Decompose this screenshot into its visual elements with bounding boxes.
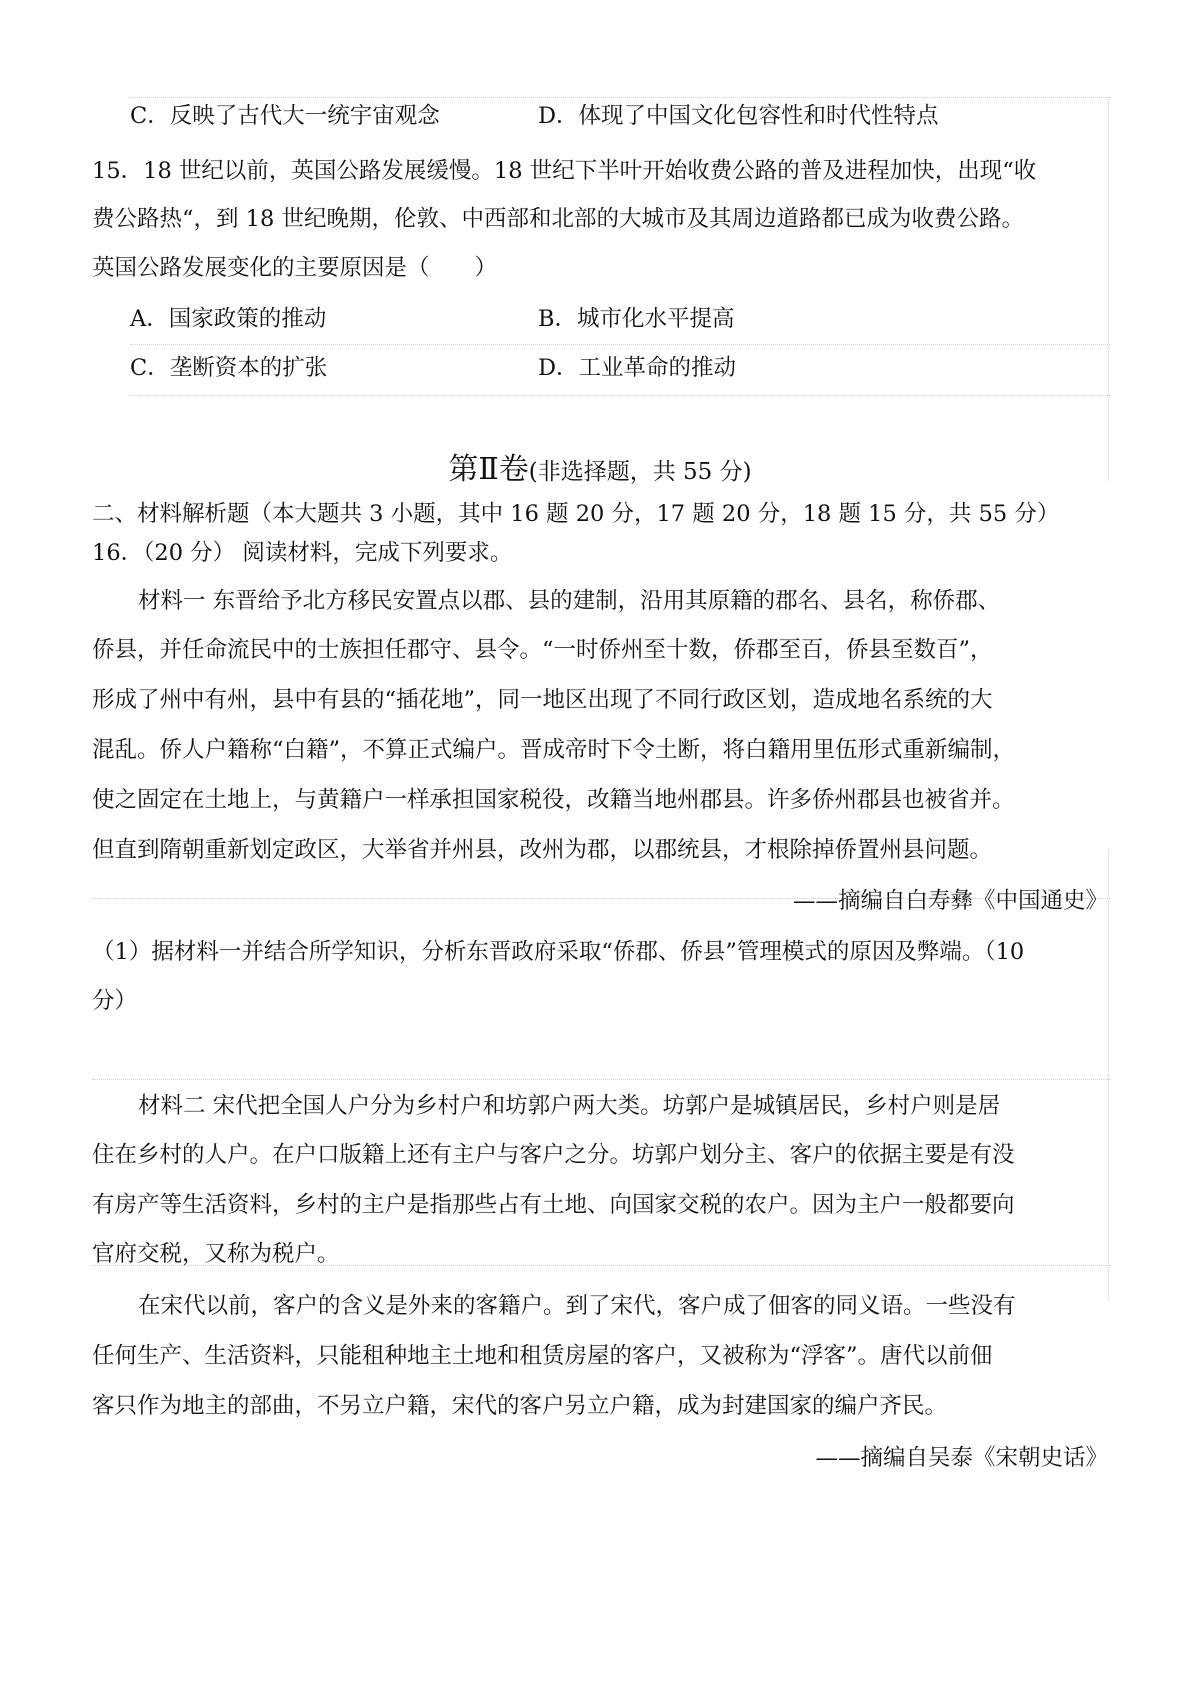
material-1-line: 形成了州中有州，县中有县的“插花地”，同一地区出现了不同行政区划，造成地名系统的大	[92, 687, 993, 713]
q15-option-a: A．国家政策的推动	[130, 306, 327, 332]
material-1-line: 混乱。侨人户籍称“白籍”，不算正式编户。晋成帝时下令土断，将白籍用里伍形式重新编制，	[92, 737, 1016, 763]
material-1-line: 材料一 东晋给予北方移民安置点以郡、县的建制，沿用其原籍的郡名、县名，称侨郡、	[138, 588, 1001, 614]
section-heading: 二、材料解析题（本大题共 3 小题，其中 16 题 20 分，17 题 20 分，18 题 15 分，共 55 分）	[92, 501, 1060, 527]
q16-subquestion-1-cont: 分）	[92, 988, 138, 1014]
rule	[130, 344, 1110, 345]
material-1-line: 侨县，并任命流民中的士族担任郡守、县令。“一时侨州至十数，侨郡至百，侨县至数百”，	[92, 637, 993, 663]
material-1-line: 但直到隋朝重新划定政区，大举省并州县，改州为郡，以郡统县，才根除掉侨置州县问题。	[92, 837, 993, 863]
material-2-line: 任何生产、生活资料，只能租种地主土地和租赁房屋的客户，又被称为“浮客”。唐代以前佃	[92, 1343, 993, 1369]
section-title	[0, 450, 1200, 492]
material-2-source: ——摘编自吴泰《宋朝史话》	[815, 1445, 1108, 1471]
q14-option-d: D．体现了中国文化包容性和时代性特点	[538, 103, 939, 129]
q15-option-b: B．城市化水平提高	[538, 306, 735, 332]
rule	[1108, 97, 1109, 482]
material-1-line: 使之固定在土地上，与黄籍户一样承担国家税役，改籍当地州郡县。许多侨州郡县也被省并。	[92, 787, 1015, 813]
q16-subquestion-1: （1）据材料一并结合所学知识，分析东晋政府采取“侨郡、侨县”管理模式的原因及弊端。（10	[92, 939, 1025, 965]
rule	[1108, 850, 1109, 1300]
material-1-source: ——摘编自白寿彝《中国通史》	[792, 888, 1108, 914]
material-2-line: 有房产等生活资料，乡村的主户是指那些占有土地、向国家交税的农户。因为主户一般都要向	[92, 1192, 1015, 1218]
material-2-line: 客只作为地主的部曲，不另立户籍，宋代的客户另立户籍，成为封建国家的编户齐民。	[92, 1393, 948, 1419]
q15-stem-line: 15．18 世纪以前，英国公路发展缓慢。18 世纪下半叶开始收费公路的普及进程加快，出现“收	[92, 158, 1037, 184]
rule	[92, 1079, 1110, 1080]
q16-intro: 16．（20 分） 阅读材料，完成下列要求。	[92, 540, 513, 566]
rule	[130, 395, 1110, 396]
material-2-line: 住在乡村的人户。在户口版籍上还有主户与客户之分。坊郭户划分主、客户的依据主要是有没	[92, 1142, 1015, 1168]
q15-option-d: D．工业革命的推动	[538, 355, 737, 381]
q14-option-c: C．反映了古代大一统宇宙观念	[130, 103, 440, 129]
q15-stem-line: 英国公路发展变化的主要原因是（ ）	[92, 255, 498, 281]
rule	[130, 97, 1110, 98]
q15-option-c: C．垄断资本的扩张	[130, 355, 328, 381]
material-2-line: 官府交税，又称为税户。	[92, 1241, 340, 1267]
q15-stem-line: 费公路热“，到 18 世纪晚期，伦敦、中西部和北部的大城市及其周边道路都已成为收费公路。	[92, 206, 1024, 232]
section-title-main: 第Ⅱ卷	[448, 452, 529, 487]
material-2-line: 材料二 宋代把全国人户分为乡村户和坊郭户两大类。坊郭户是城镇居民，乡村户则是居	[138, 1093, 1001, 1119]
material-2-line: 在宋代以前，客户的含义是外来的客籍户。到了宋代，客户成了佃客的同义语。一些没有	[138, 1293, 1016, 1319]
section-title-sub: (非选择题，共 55 分)	[528, 459, 752, 485]
